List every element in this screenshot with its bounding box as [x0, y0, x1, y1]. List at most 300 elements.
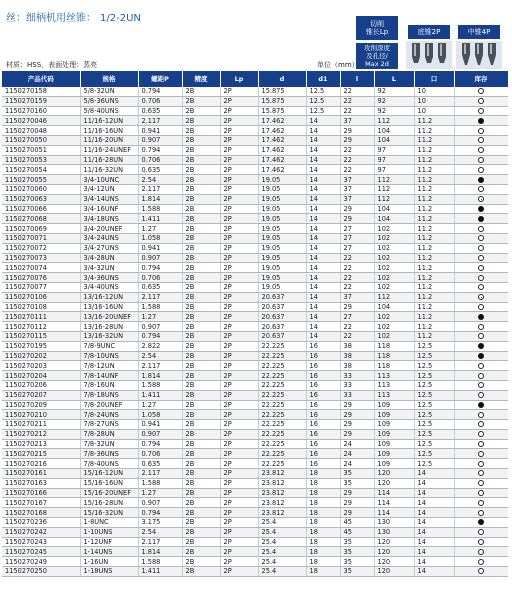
table-cell: 14	[306, 135, 340, 145]
table-cell: 12.5	[414, 429, 454, 439]
stock-cell	[454, 253, 508, 263]
stock-cell	[454, 478, 508, 488]
table-cell: 35	[340, 557, 374, 567]
table-cell: 97	[374, 145, 414, 155]
stock-cell	[454, 518, 508, 528]
stock-cell	[454, 194, 508, 204]
table-cell: 112	[374, 292, 414, 302]
stock-empty-icon	[478, 333, 484, 339]
table-cell: 5/8-40UNS	[80, 106, 138, 116]
table-cell: 104	[374, 204, 414, 214]
table-cell: 1150270249	[2, 557, 80, 567]
table-row	[2, 420, 508, 430]
table-cell: 2P	[220, 361, 258, 371]
stock-cell	[454, 420, 508, 430]
table-row	[2, 410, 508, 420]
table-cell: 11.2	[414, 184, 454, 194]
stock-empty-icon	[478, 167, 484, 173]
table-cell: 1150270206	[2, 380, 80, 390]
table-row	[2, 439, 508, 449]
table-cell: 25.4	[258, 557, 306, 567]
table-cell: 1150270163	[2, 478, 80, 488]
stock-empty-icon	[478, 451, 484, 457]
table-cell: 7/8-12UN	[80, 361, 138, 371]
table-cell: 2P	[220, 449, 258, 459]
stock-cell	[454, 380, 508, 390]
table-cell: 18	[306, 537, 340, 547]
table-cell: 1150270072	[2, 243, 80, 253]
table-cell: 17.462	[258, 116, 306, 126]
table-cell: 35	[340, 469, 374, 479]
table-cell: 1150270060	[2, 184, 80, 194]
table-cell: 24	[340, 459, 374, 469]
table-cell: 104	[374, 126, 414, 136]
table-cell: 1150270055	[2, 175, 80, 185]
table-cell: 2P	[220, 302, 258, 312]
col-header-L: L	[374, 71, 414, 87]
table-body	[2, 87, 508, 576]
stock-cell	[454, 439, 508, 449]
table-cell: 11.2	[414, 126, 454, 136]
table-cell: 37	[340, 175, 374, 185]
table-cell: 2.117	[138, 184, 182, 194]
table-cell: 35	[340, 547, 374, 557]
col-header-stock: 库存	[454, 71, 508, 87]
table-cell: 14	[306, 322, 340, 332]
table-cell: 2P	[220, 390, 258, 400]
table-cell: 11.2	[414, 165, 454, 175]
table-cell: 16	[306, 429, 340, 439]
table-cell: 109	[374, 429, 414, 439]
table-cell: 102	[374, 253, 414, 263]
table-cell: 0.941	[138, 126, 182, 136]
stock-cell	[454, 537, 508, 547]
product-table	[2, 71, 509, 577]
table-cell: 7/8-18UNS	[80, 390, 138, 400]
table-cell: 104	[374, 302, 414, 312]
table-cell: 3/4-14UNS	[80, 194, 138, 204]
material-info: 材质：HSS，表面处理：蒸亮	[6, 61, 98, 69]
table-cell: 2P	[220, 282, 258, 292]
table-cell: 18	[306, 527, 340, 537]
table-cell: 14	[306, 165, 340, 175]
table-cell: 1150270066	[2, 204, 80, 214]
table-cell: 29	[340, 488, 374, 498]
table-cell: 113	[374, 371, 414, 381]
stock-cell	[454, 361, 508, 371]
table-cell: 20.637	[258, 292, 306, 302]
table-cell: 2.54	[138, 527, 182, 537]
table-cell: 2B	[182, 429, 220, 439]
table-cell: 20.637	[258, 302, 306, 312]
table-cell: 2B	[182, 547, 220, 557]
table-cell: 22.225	[258, 449, 306, 459]
table-cell: 1-8UNC	[80, 518, 138, 528]
stock-cell	[454, 175, 508, 185]
table-cell: 14	[414, 557, 454, 567]
table-cell: 22.225	[258, 410, 306, 420]
table-cell: 2B	[182, 410, 220, 420]
table-cell: 109	[374, 420, 414, 430]
table-cell: 2B	[182, 253, 220, 263]
stock-cell	[454, 429, 508, 439]
table-cell: 2P	[220, 478, 258, 488]
stock-empty-icon	[478, 559, 484, 565]
table-cell: 2B	[182, 194, 220, 204]
table-cell: 22.225	[258, 371, 306, 381]
table-cell: 1150270051	[2, 145, 80, 155]
cutting-taper-label-line1: 切削	[370, 20, 384, 28]
table-cell: 24	[340, 449, 374, 459]
bottoming-taper-label: 底锥2P	[408, 25, 450, 39]
table-cell: 1150270053	[2, 155, 80, 165]
table-cell: 2P	[220, 126, 258, 136]
table-cell: 2P	[220, 488, 258, 498]
table-cell: 1150270203	[2, 361, 80, 371]
table-row	[2, 488, 508, 498]
table-cell: 2B	[182, 361, 220, 371]
table-cell: 11.2	[414, 233, 454, 243]
table-cell: 3/4-10UNC	[80, 175, 138, 185]
table-cell: 11.2	[414, 204, 454, 214]
table-cell: 2B	[182, 420, 220, 430]
table-cell: 2P	[220, 439, 258, 449]
table-cell: 2.117	[138, 116, 182, 126]
table-cell: 2B	[182, 214, 220, 224]
table-cell: 16	[306, 380, 340, 390]
table-cell: 22	[340, 322, 374, 332]
table-cell: 2B	[182, 204, 220, 214]
table-cell: 23.812	[258, 469, 306, 479]
table-row	[2, 273, 508, 283]
table-cell: 2B	[182, 478, 220, 488]
table-cell: 16	[306, 390, 340, 400]
table-row	[2, 224, 508, 234]
table-cell: 3/4-20UNEF	[80, 224, 138, 234]
table-cell: 11.2	[414, 224, 454, 234]
table-cell: 11.2	[414, 302, 454, 312]
table-cell: 2P	[220, 184, 258, 194]
table-cell: 13/16-32UN	[80, 331, 138, 341]
table-cell: 22	[340, 155, 374, 165]
table-cell: 22	[340, 165, 374, 175]
stock-half-icon	[478, 196, 484, 202]
table-cell: 2B	[182, 263, 220, 273]
table-cell: 27	[340, 243, 374, 253]
table-cell: 2B	[182, 390, 220, 400]
table-cell: 7/8-28UN	[80, 429, 138, 439]
table-cell: 11/16-24UNEF	[80, 145, 138, 155]
table-cell: 27	[340, 224, 374, 234]
table-row	[2, 204, 508, 214]
table-cell: 2B	[182, 106, 220, 116]
table-cell: 0.794	[138, 87, 182, 96]
table-cell: 29	[340, 420, 374, 430]
table-cell: 14	[306, 204, 340, 214]
table-cell: 120	[374, 478, 414, 488]
table-cell: 1150270242	[2, 527, 80, 537]
table-cell: 22	[340, 145, 374, 155]
table-cell: 2B	[182, 459, 220, 469]
table-row	[2, 312, 508, 322]
table-cell: 1150270166	[2, 488, 80, 498]
table-cell: 18	[306, 498, 340, 508]
table-cell: 2P	[220, 498, 258, 508]
table-cell: 2.117	[138, 469, 182, 479]
table-cell: 11.2	[414, 155, 454, 165]
table-cell: 11.2	[414, 292, 454, 302]
table-cell: 27	[340, 233, 374, 243]
table-cell: 0.907	[138, 498, 182, 508]
table-cell: 14	[414, 498, 454, 508]
table-cell: 12.5	[414, 351, 454, 361]
table-cell: 15.875	[258, 96, 306, 106]
table-cell: 2.117	[138, 361, 182, 371]
cutting-taper-label-line2: 锥长Lp	[365, 28, 389, 36]
table-cell: 7/8-9UNC	[80, 341, 138, 351]
table-row	[2, 322, 508, 332]
table-cell: 1150270245	[2, 547, 80, 557]
table-cell: 2B	[182, 400, 220, 410]
stock-cell	[454, 400, 508, 410]
stock-cell	[454, 341, 508, 351]
table-cell: 1150270106	[2, 292, 80, 302]
table-cell: 1.588	[138, 204, 182, 214]
table-cell: 16	[306, 361, 340, 371]
stock-cell	[454, 224, 508, 234]
table-row	[2, 282, 508, 292]
table-cell: 11.2	[414, 194, 454, 204]
table-cell: 2B	[182, 527, 220, 537]
table-cell: 12.5	[414, 341, 454, 351]
table-cell: 1150270112	[2, 322, 80, 332]
table-row	[2, 302, 508, 312]
table-cell: 13/16-20UNEF	[80, 312, 138, 322]
table-cell: 0.794	[138, 508, 182, 518]
table-cell: 102	[374, 322, 414, 332]
table-cell: 120	[374, 469, 414, 479]
table-cell: 11/16-20UN	[80, 135, 138, 145]
table-cell: 17.462	[258, 155, 306, 165]
table-row	[2, 126, 508, 136]
unit-info: 单位（mm）	[317, 61, 359, 69]
table-cell: 22.225	[258, 341, 306, 351]
table-cell: 11.2	[414, 243, 454, 253]
table-row	[2, 449, 508, 459]
stock-cell	[454, 273, 508, 283]
table-cell: 35	[340, 537, 374, 547]
table-cell: 11.2	[414, 116, 454, 126]
table-cell: 2B	[182, 96, 220, 106]
table-cell: 16	[306, 400, 340, 410]
table-cell: 2P	[220, 243, 258, 253]
plug-tap-image	[456, 41, 502, 69]
table-cell: 120	[374, 537, 414, 547]
table-cell: 1150270063	[2, 194, 80, 204]
table-cell: 0.941	[138, 420, 182, 430]
table-cell: 11.2	[414, 273, 454, 283]
table-cell: 22.225	[258, 400, 306, 410]
table-cell: 14	[414, 518, 454, 528]
table-cell: 2B	[182, 537, 220, 547]
table-cell: 3/4-32UN	[80, 263, 138, 273]
table-cell: 0.907	[138, 253, 182, 263]
table-cell: 37	[340, 194, 374, 204]
table-cell: 0.794	[138, 331, 182, 341]
table-cell: 109	[374, 439, 414, 449]
table-cell: 11/16-28UN	[80, 155, 138, 165]
table-cell: 16	[306, 341, 340, 351]
table-cell: 2P	[220, 331, 258, 341]
table-cell: 20.637	[258, 322, 306, 332]
table-cell: 14	[306, 302, 340, 312]
table-cell: 5/8-32UN	[80, 87, 138, 96]
table-cell: 118	[374, 361, 414, 371]
title-cn: 丝：细柄机用丝锥：	[6, 13, 96, 24]
table-cell: 1.411	[138, 390, 182, 400]
table-row	[2, 155, 508, 165]
table-cell: 19.05	[258, 282, 306, 292]
table-cell: 16	[306, 439, 340, 449]
table-row	[2, 478, 508, 488]
stock-empty-icon	[478, 226, 484, 232]
table-cell: 2B	[182, 351, 220, 361]
stock-full-icon	[478, 353, 484, 359]
table-row	[2, 557, 508, 567]
table-cell: 2P	[220, 557, 258, 567]
table-cell: 29	[340, 508, 374, 518]
stock-empty-icon	[478, 539, 484, 545]
table-cell: 22.225	[258, 390, 306, 400]
table-cell: 130	[374, 518, 414, 528]
table-cell: 14	[414, 488, 454, 498]
stock-cell	[454, 449, 508, 459]
table-cell: 29	[340, 214, 374, 224]
stock-cell	[454, 106, 508, 116]
page-title	[6, 9, 141, 24]
table-cell: 15/16-16UN	[80, 478, 138, 488]
table-cell: 0.706	[138, 273, 182, 283]
stock-empty-icon	[478, 304, 484, 310]
bottoming-tap-image	[406, 41, 452, 69]
table-cell: 27	[340, 312, 374, 322]
table-cell: 0.635	[138, 165, 182, 175]
table-cell: 33	[340, 380, 374, 390]
table-cell: 14	[306, 155, 340, 165]
table-cell: 0.907	[138, 322, 182, 332]
table-cell: 3.175	[138, 518, 182, 528]
table-cell: 1150270115	[2, 331, 80, 341]
table-cell: 2B	[182, 126, 220, 136]
table-header-row	[2, 71, 508, 87]
table-cell: 15/16-32UN	[80, 508, 138, 518]
table-cell: 1.27	[138, 224, 182, 234]
table-cell: 2P	[220, 537, 258, 547]
table-cell: 0.635	[138, 106, 182, 116]
table-cell: 1150270158	[2, 87, 80, 96]
table-cell: 2B	[182, 371, 220, 381]
stock-cell	[454, 567, 508, 577]
table-cell: 16	[306, 459, 340, 469]
table-cell: 7/8-32UN	[80, 439, 138, 449]
table-row	[2, 498, 508, 508]
table-cell: 11.2	[414, 135, 454, 145]
table-cell: 2P	[220, 400, 258, 410]
table-cell: 2.54	[138, 351, 182, 361]
stock-empty-icon	[478, 431, 484, 437]
col-header-d1: d1	[306, 71, 340, 87]
table-cell: 1150270213	[2, 439, 80, 449]
stock-empty-icon	[478, 510, 484, 516]
table-cell: 1150270243	[2, 537, 80, 547]
table-cell: 11/16-32UN	[80, 165, 138, 175]
table-cell: 7/8-24UNS	[80, 410, 138, 420]
table-cell: 2P	[220, 253, 258, 263]
stock-empty-icon	[478, 421, 484, 427]
table-cell: 11.2	[414, 312, 454, 322]
table-cell: 1150270195	[2, 341, 80, 351]
table-cell: 112	[374, 194, 414, 204]
stock-cell	[454, 263, 508, 273]
table-cell: 14	[414, 478, 454, 488]
table-cell: 120	[374, 567, 414, 577]
table-cell: 118	[374, 341, 414, 351]
table-cell: 112	[374, 175, 414, 185]
table-cell: 23.812	[258, 488, 306, 498]
stock-full-icon	[478, 314, 484, 320]
stock-empty-icon	[478, 108, 484, 114]
stock-full-icon	[478, 177, 484, 183]
table-cell: 2.822	[138, 341, 182, 351]
stock-empty-icon	[478, 275, 484, 281]
stock-cell	[454, 390, 508, 400]
table-row	[2, 165, 508, 175]
table-cell: 1-18UNS	[80, 567, 138, 577]
table-cell: 14	[306, 243, 340, 253]
table-cell: 1150270046	[2, 116, 80, 126]
table-cell: 2P	[220, 194, 258, 204]
stock-empty-icon	[478, 461, 484, 467]
table-row	[2, 469, 508, 479]
table-cell: 2P	[220, 165, 258, 175]
table-cell: 22.225	[258, 351, 306, 361]
table-cell: 114	[374, 488, 414, 498]
table-cell: 2B	[182, 341, 220, 351]
table-cell: 118	[374, 351, 414, 361]
table-cell: 22	[340, 331, 374, 341]
table-cell: 29	[340, 400, 374, 410]
table-cell: 11.2	[414, 282, 454, 292]
table-cell: 17.462	[258, 126, 306, 136]
table-cell: 3/4-28UN	[80, 253, 138, 263]
table-row	[2, 400, 508, 410]
stock-empty-icon	[478, 245, 484, 251]
table-cell: 97	[374, 155, 414, 165]
stock-empty-icon	[478, 235, 484, 241]
stock-cell	[454, 498, 508, 508]
table-cell: 16	[306, 449, 340, 459]
table-cell: 0.941	[138, 243, 182, 253]
table-cell: 2B	[182, 155, 220, 165]
table-cell: 19.05	[258, 204, 306, 214]
table-cell: 1150270159	[2, 96, 80, 106]
stock-cell	[454, 371, 508, 381]
table-cell: 109	[374, 449, 414, 459]
table-cell: 12.5	[414, 371, 454, 381]
table-cell: 2B	[182, 508, 220, 518]
stock-cell	[454, 508, 508, 518]
table-cell: 22	[340, 253, 374, 263]
